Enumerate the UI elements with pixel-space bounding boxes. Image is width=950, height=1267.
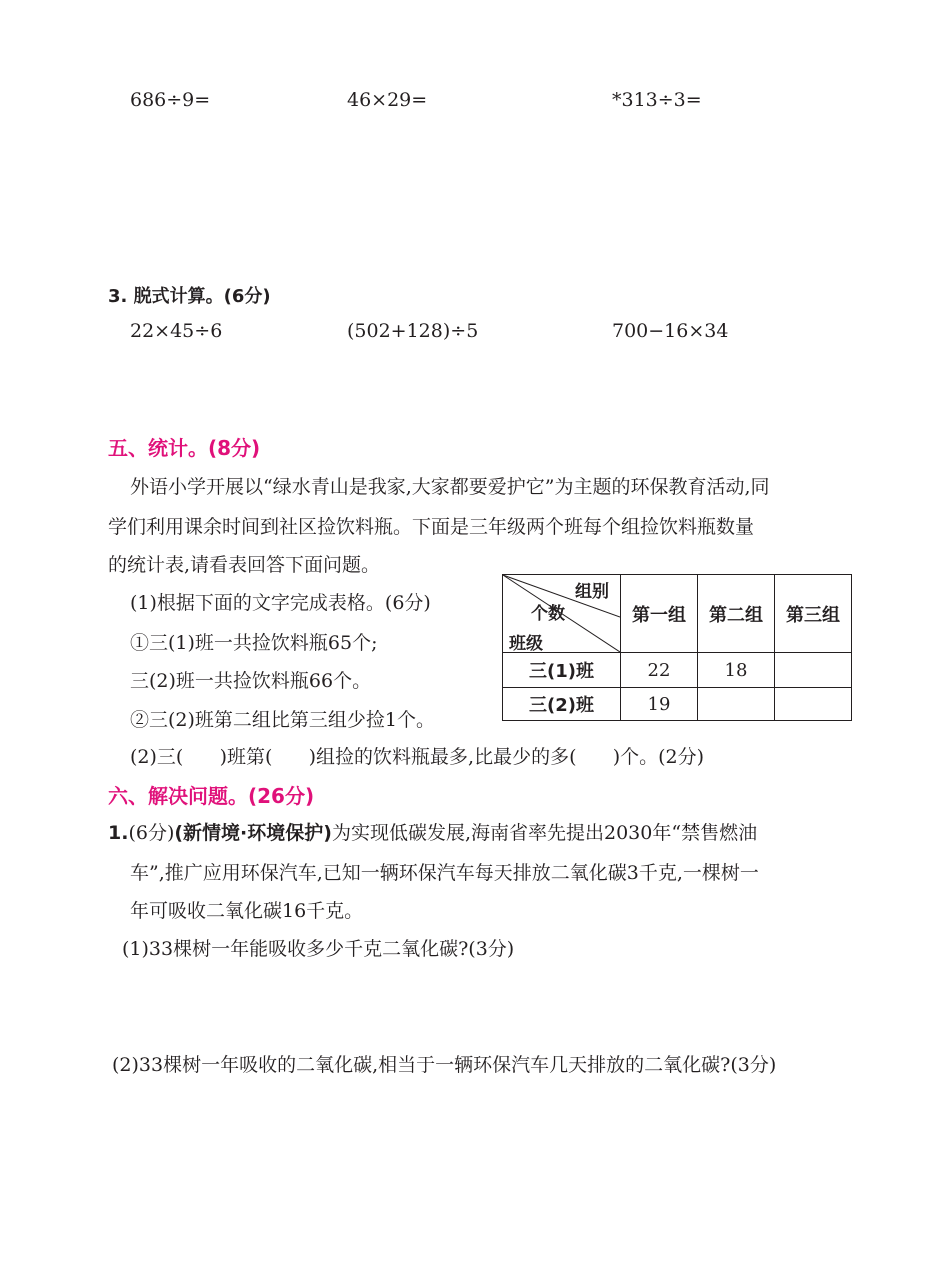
calc-expression: (502+128)÷5 xyxy=(347,320,479,342)
calc-expression: 22×45÷6 xyxy=(130,320,223,342)
calc-expression: 686÷9= xyxy=(130,89,211,111)
table-corner-cell xyxy=(503,575,621,653)
table-cell: 19 xyxy=(621,688,698,721)
calc-expression: 46×29= xyxy=(347,89,428,111)
question-number: 3. xyxy=(108,286,128,307)
column-header: 第二组 xyxy=(698,575,775,653)
question-3-title xyxy=(108,282,271,308)
problem-1-line-2: 车”,推广应用环保汽车,已知一辆环保汽车每天排放二氧化碳3千克,一棵树一 xyxy=(130,862,759,884)
table-cell-blank[interactable] xyxy=(775,688,852,721)
problem-1-line-3: 年可吸收二氧化碳16千克。 xyxy=(130,900,364,922)
column-header: 第一组 xyxy=(621,575,698,653)
clue-2: ②三(2)班第二组比第三组少捡1个。 xyxy=(130,709,436,731)
problem-text: 为实现低碳发展,海南省率先提出2030年“禁售燃油 xyxy=(331,822,758,844)
section-6-heading: 六、解决问题。(26分) xyxy=(108,784,315,808)
problem-score: (6分) xyxy=(128,822,175,844)
table-cell: 22 xyxy=(621,653,698,688)
sub-question-2: (2)三( )班第( )组捡的饮料瓶最多,比最少的多( )个。(2分) xyxy=(130,746,705,768)
table-row xyxy=(503,653,852,688)
problem-1-sub-1: (1)33棵树一年能吸收多少千克二氧化碳?(3分) xyxy=(122,938,515,960)
corner-label-count: 个数 xyxy=(531,604,565,624)
table-cell-blank[interactable] xyxy=(775,653,852,688)
problem-1-line-1 xyxy=(108,818,757,845)
table-row xyxy=(503,688,852,721)
section-5-heading: 五、统计。(8分) xyxy=(108,436,261,460)
table-cell: 18 xyxy=(698,653,775,688)
problem-tag: (新情境·环境保护) xyxy=(174,822,332,844)
row-header: 三(2)班 xyxy=(503,688,621,721)
paragraph-line: 的统计表,请看表回答下面问题。 xyxy=(108,554,381,576)
clue-1a: ①三(1)班一共捡饮料瓶65个; xyxy=(130,632,378,654)
paragraph-line: 外语小学开展以“绿水青山是我家,大家都要爱护它”为主题的环保教育活动,同 xyxy=(130,476,770,498)
sub-question-1: (1)根据下面的文字完成表格。(6分) xyxy=(130,592,431,614)
corner-label-class: 班级 xyxy=(509,634,543,654)
statistics-table xyxy=(502,574,852,721)
row-header: 三(1)班 xyxy=(503,653,621,688)
calc-expression: *313÷3= xyxy=(612,89,702,111)
question-text: 脱式计算。(6分) xyxy=(133,286,271,307)
paragraph-line: 学们利用课余时间到社区捡饮料瓶。下面是三年级两个班每个组捡饮料瓶数量 xyxy=(108,516,755,538)
calc-expression: 700−16×34 xyxy=(612,320,729,342)
column-header: 第三组 xyxy=(775,575,852,653)
problem-1-sub-2: (2)33棵树一年吸收的二氧化碳,相当于一辆环保汽车几天排放的二氧化碳?(3分) xyxy=(112,1054,777,1076)
corner-label-group: 组别 xyxy=(575,582,609,602)
table-cell-blank[interactable] xyxy=(698,688,775,721)
clue-1b: 三(2)班一共捡饮料瓶66个。 xyxy=(130,670,372,692)
problem-number: 1. xyxy=(108,822,129,844)
